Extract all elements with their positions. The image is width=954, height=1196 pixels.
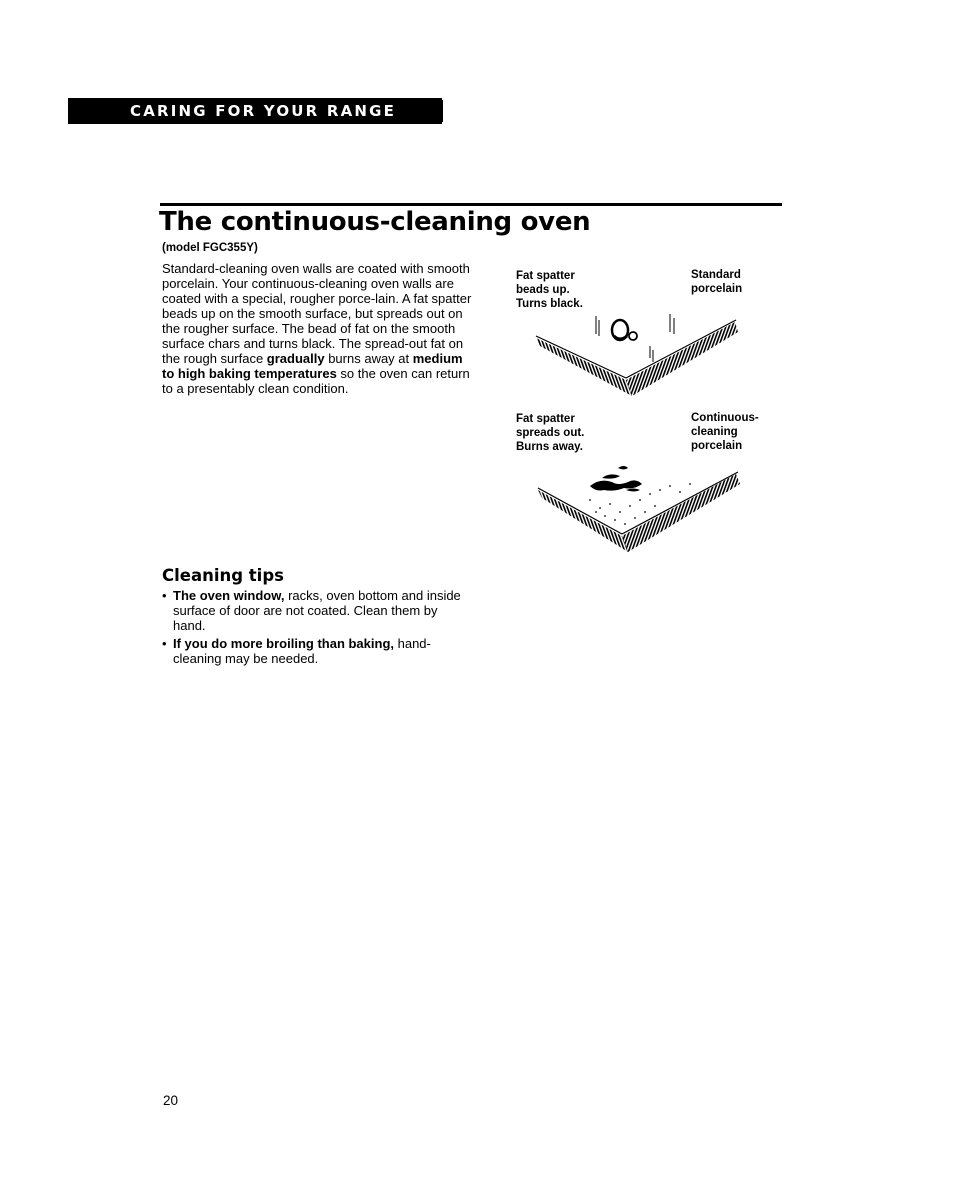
fig-bottom-left-label: Fat spatter spreads out. Burns away. xyxy=(516,413,585,453)
cleaning-tips-list xyxy=(162,588,462,669)
page-number: 20 xyxy=(163,1093,179,1108)
intro-paragraph xyxy=(162,261,474,396)
intro-text-1: Standard-cleaning oven walls are coated with smooth porcelain. Your continuous-cleaning oven walls are coated with a special, rougher porce-lain. A fat spatter beads up on the smooth surface, but spreads out on the rougher surface. The bead of fat on the smooth surface chars and turns black. The spread-out fat on the rough surface xyxy=(162,261,472,366)
fig-top-left-label: Fat spatter beads up. Turns black. xyxy=(516,270,583,310)
model-label: (model FGC355Y) xyxy=(162,242,258,254)
page-title: The continuous-cleaning oven xyxy=(159,207,591,237)
list-item: • If you do more broiling than baking, hand-cleaning may be needed. xyxy=(162,636,462,666)
title-rule xyxy=(160,203,782,206)
section-title: CARING FOR YOUR RANGE xyxy=(130,102,397,120)
intro-text-2: burns away at xyxy=(324,351,413,366)
intro-bold-2: medium to high baking temperatures xyxy=(162,351,463,381)
intro-bold-1: gradually xyxy=(266,351,325,366)
fig-top-right-label: Standard porcelain xyxy=(691,269,743,295)
standard-porcelain-diagram xyxy=(530,310,745,400)
fig-bottom-right-label: Continuous- cleaning porcelain xyxy=(691,412,759,452)
cleaning-tips-heading: Cleaning tips xyxy=(162,566,284,585)
continuous-cleaning-porcelain-diagram xyxy=(530,460,745,555)
intro-text-3: so the oven can return to a presentably clean condition. xyxy=(162,366,470,396)
banner-edge-mark xyxy=(440,100,443,122)
list-item: • The oven window, racks, oven bottom and inside surface of door are not coated. Clean them by hand. xyxy=(162,588,462,633)
section-banner xyxy=(68,98,442,124)
